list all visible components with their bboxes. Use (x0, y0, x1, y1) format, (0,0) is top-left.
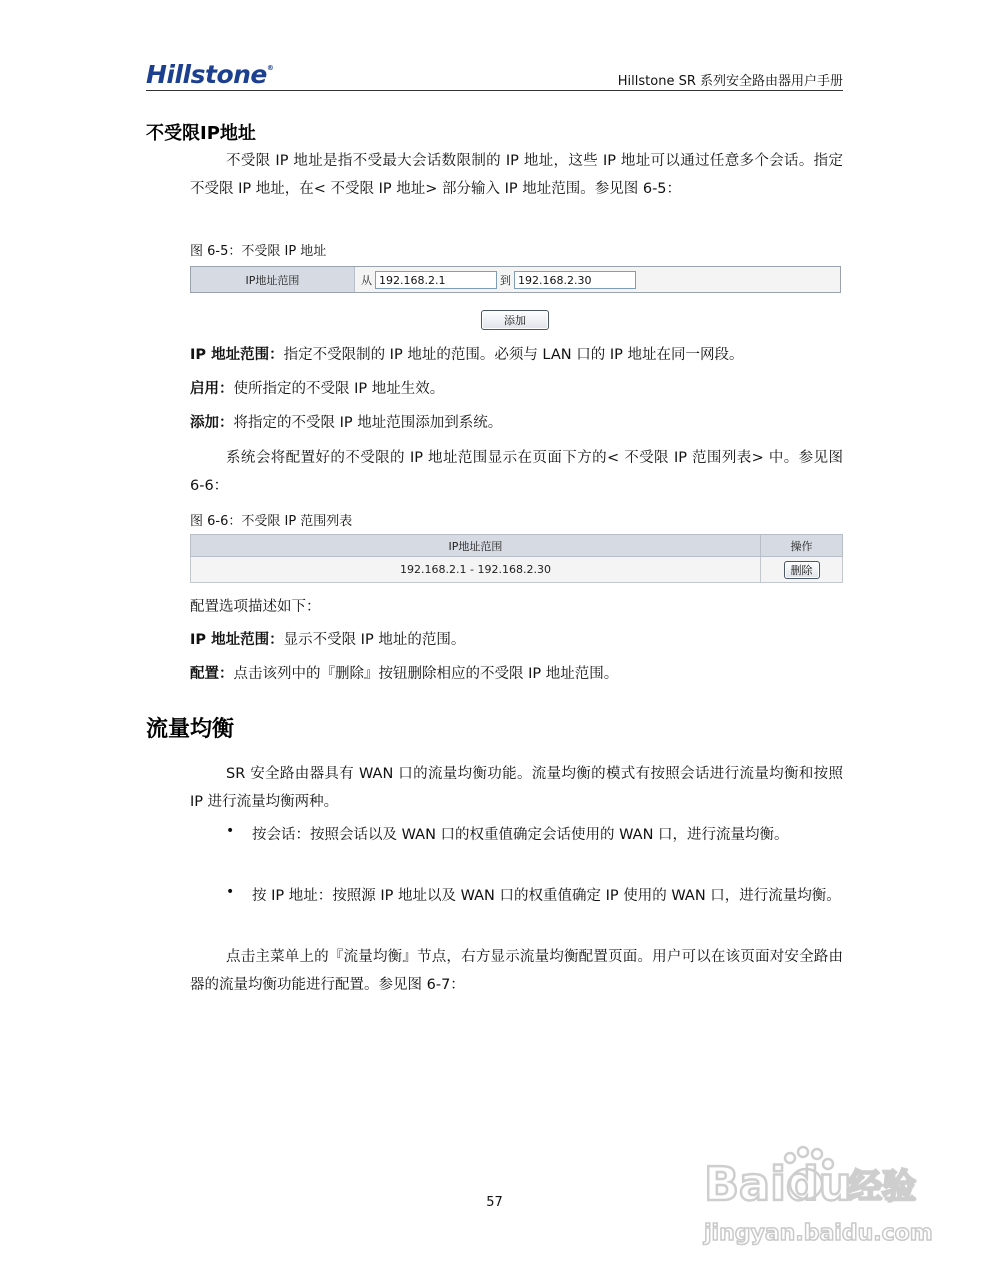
ip-range-label: IP地址范围 (191, 267, 355, 292)
config-intro: 配置选项描述如下： (190, 599, 321, 615)
definition-term: IP 地址范围： (190, 632, 284, 648)
cell-ip-range: 192.168.2.1 - 192.168.2.30 (191, 557, 761, 583)
paragraph-load-balancing-intro: SR 安全路由器具有 WAN 口的流量均衡功能。流量均衡的模式有按照会话进行流量均衡和按照 IP 进行流量均衡两种。 (190, 766, 843, 810)
running-header: Hillstone SR 系列安全路由器用户手册 (617, 74, 843, 89)
table-header-row (191, 535, 843, 557)
paragraph-intro: 不受限 IP 地址是指不受最大会话数限制的 IP 地址，这些 IP 地址可以通过任意多个会话。指定不受限 IP 地址，在< 不受限 IP 地址> 部分输入 IP 地址范围。参见图 6-5： (190, 153, 843, 197)
bullet-icon: • (226, 884, 235, 900)
watermark-url: jingyan.baidu.com (704, 1221, 933, 1246)
watermark-brand: Baidu (704, 1157, 852, 1211)
ip-range-fields (355, 267, 840, 292)
definition-config (190, 660, 843, 688)
paragraph-list-intro: 系统会将配置好的不受限的 IP 地址范围显示在页面下方的< 不受限 IP 范围列表> 中。参见图 6-6： (190, 450, 843, 494)
section-heading-unrestricted-ip: 不受限IP地址 (146, 123, 256, 144)
bullet-icon: • (226, 823, 235, 839)
to-label: 到 (500, 273, 511, 287)
definition-ip-range-display (190, 626, 843, 654)
definition-ip-range (190, 341, 843, 369)
table-row (191, 557, 843, 583)
header-rule (146, 90, 843, 91)
hillstone-logo: Hillstone® (146, 60, 274, 89)
from-label: 从 (361, 273, 372, 287)
definition-text: 使所指定的不受限 IP 地址生效。 (233, 381, 445, 397)
definition-add (190, 409, 843, 437)
to-ip-input[interactable]: 192.168.2.30 (514, 271, 636, 289)
definition-term: 添加： (190, 415, 234, 431)
definition-text: 显示不受限 IP 地址的范围。 (283, 632, 466, 648)
unrestricted-ip-range-table (190, 534, 843, 583)
definition-term: 启用： (190, 381, 234, 397)
figure-caption-6-6: 图 6-6：不受限 IP 范围列表 (190, 514, 353, 529)
figure-caption-6-5: 图 6-5：不受限 IP 地址 (190, 244, 327, 259)
watermark-brand-cn: 经验 (848, 1167, 916, 1207)
cell-action (761, 557, 843, 583)
paragraph-closing: 点击主菜单上的『流量均衡』节点，右方显示流量均衡配置页面。用户可以在该页面对安全路由器的流量均衡功能进行配置。参见图 6-7： (190, 949, 843, 993)
definition-text: 点击该列中的『删除』按钮删除相应的不受限 IP 地址范围。 (233, 666, 619, 682)
page-number: 57 (486, 1195, 503, 1210)
bullet-item-session: 按会话：按照会话以及 WAN 口的权重值确定会话使用的 WAN 口，进行流量均衡。 (252, 827, 789, 843)
add-button[interactable]: 添加 (481, 310, 549, 330)
delete-button[interactable]: 删除 (784, 561, 820, 579)
ip-range-form (190, 266, 841, 293)
column-header-action: 操作 (761, 535, 843, 557)
bullet-item-ip: 按 IP 地址：按照源 IP 地址以及 WAN 口的权重值确定 IP 使用的 WAN 口，进行流量均衡。 (252, 888, 841, 904)
definition-text: 将指定的不受限 IP 地址范围添加到系统。 (233, 415, 503, 431)
section-heading-load-balancing: 流量均衡 (146, 717, 235, 742)
baidu-jingyan-watermark (700, 1140, 940, 1265)
from-ip-input[interactable]: 192.168.2.1 (375, 271, 497, 289)
definition-term: 配置： (190, 666, 234, 682)
definition-term: IP 地址范围： (190, 347, 284, 363)
definition-enable (190, 375, 843, 403)
definition-text: 指定不受限制的 IP 地址的范围。必须与 LAN 口的 IP 地址在同一网段。 (283, 347, 744, 363)
column-header-ip-range: IP地址范围 (191, 535, 761, 557)
